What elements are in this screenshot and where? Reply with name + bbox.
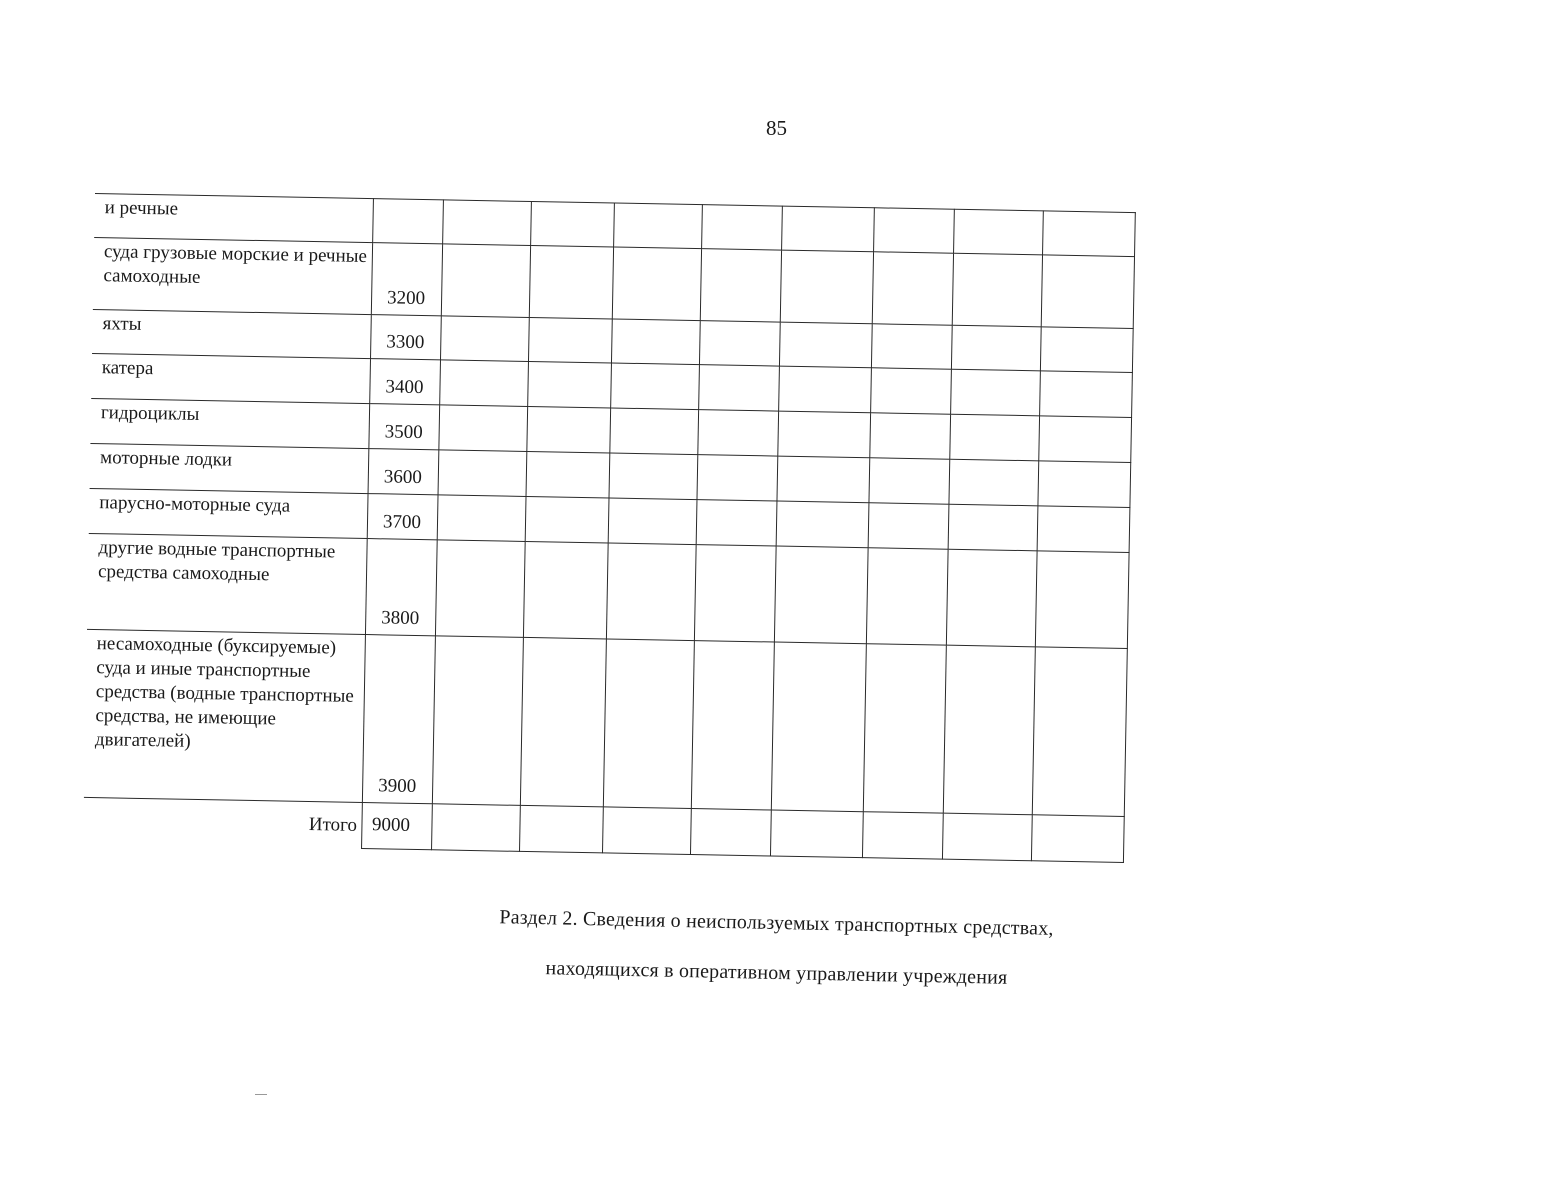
data-cell bbox=[438, 450, 527, 497]
data-cell bbox=[1031, 815, 1124, 863]
data-cell bbox=[696, 455, 777, 501]
section-title-line2: находящихся в оперативном управлении учреждения bbox=[545, 957, 1008, 989]
table-scan bbox=[83, 193, 1135, 863]
data-cell bbox=[611, 319, 700, 365]
row-code bbox=[372, 199, 443, 244]
data-cell bbox=[1041, 255, 1134, 329]
data-cell bbox=[602, 807, 691, 855]
transport-table bbox=[83, 193, 1135, 863]
data-cell bbox=[776, 456, 869, 503]
data-cell bbox=[1039, 371, 1132, 418]
data-cell bbox=[530, 201, 614, 247]
data-cell bbox=[519, 805, 603, 853]
data-cell bbox=[779, 322, 872, 368]
data-cell bbox=[526, 406, 610, 453]
row-code: 3300 bbox=[370, 315, 441, 360]
data-cell bbox=[431, 804, 520, 852]
data-cell bbox=[942, 813, 1032, 861]
row-label: несамоходные (буксируемые) суда и иные транспортные средства (водные транспортные средства, не имеющие двигателей) bbox=[84, 629, 365, 802]
data-cell bbox=[526, 451, 610, 498]
data-cell bbox=[1032, 647, 1127, 817]
data-cell bbox=[1038, 416, 1131, 463]
data-cell bbox=[1037, 506, 1130, 553]
data-cell bbox=[435, 540, 525, 638]
data-cell bbox=[951, 325, 1041, 371]
data-cell bbox=[528, 317, 612, 363]
data-cell bbox=[778, 366, 871, 413]
data-cell bbox=[701, 205, 782, 250]
data-cell bbox=[527, 361, 611, 408]
row-code: 3200 bbox=[371, 243, 442, 316]
section-title-line1: Раздел 2. Сведения о неиспользуемых транспортных средствах, bbox=[499, 906, 1054, 940]
data-cell bbox=[608, 498, 697, 545]
table-row bbox=[87, 533, 1129, 648]
data-cell bbox=[697, 410, 778, 456]
row-code: 3800 bbox=[365, 539, 437, 636]
table-row bbox=[84, 629, 1127, 816]
data-cell bbox=[774, 546, 868, 644]
data-cell bbox=[432, 636, 523, 806]
data-cell bbox=[943, 645, 1035, 815]
scan-artifact bbox=[255, 1094, 267, 1095]
data-cell bbox=[780, 250, 873, 324]
row-label: и речные bbox=[94, 193, 373, 242]
data-cell bbox=[948, 459, 1038, 506]
data-cell bbox=[868, 503, 949, 549]
data-cell bbox=[606, 543, 696, 641]
data-cell bbox=[872, 252, 953, 325]
data-cell bbox=[776, 501, 869, 548]
data-cell bbox=[441, 244, 530, 318]
data-cell bbox=[612, 247, 701, 321]
data-cell bbox=[613, 203, 702, 249]
data-cell bbox=[603, 639, 694, 809]
row-label: катера bbox=[91, 353, 370, 403]
data-cell bbox=[442, 200, 531, 246]
data-cell bbox=[870, 368, 951, 414]
data-cell bbox=[952, 253, 1042, 327]
data-cell bbox=[781, 206, 874, 252]
page-number: 85 bbox=[766, 116, 787, 140]
row-label: парусно-моторные суда bbox=[89, 488, 368, 538]
data-cell bbox=[862, 812, 943, 859]
data-cell bbox=[950, 369, 1040, 416]
data-cell bbox=[873, 208, 954, 253]
data-cell bbox=[770, 810, 863, 858]
data-cell bbox=[440, 316, 529, 362]
data-cell bbox=[869, 413, 950, 459]
data-cell bbox=[700, 249, 781, 322]
data-cell bbox=[948, 504, 1038, 551]
row-code: 3900 bbox=[362, 635, 435, 804]
row-code: 3500 bbox=[368, 404, 439, 450]
data-cell bbox=[694, 545, 776, 642]
data-cell bbox=[437, 495, 526, 542]
data-cell bbox=[777, 411, 870, 458]
total-label: Итого bbox=[83, 797, 362, 848]
data-cell bbox=[871, 324, 952, 369]
data-cell bbox=[699, 321, 780, 366]
total-code: 9000 bbox=[361, 802, 432, 849]
data-cell bbox=[690, 809, 771, 856]
row-label: суда грузовые морские и речные самоходные bbox=[93, 237, 372, 314]
row-label: яхты bbox=[92, 309, 371, 358]
data-cell bbox=[529, 245, 613, 319]
data-cell bbox=[1035, 551, 1129, 649]
data-cell bbox=[438, 405, 527, 452]
data-cell bbox=[771, 642, 866, 812]
data-cell bbox=[863, 644, 946, 813]
data-cell bbox=[520, 637, 606, 806]
data-cell bbox=[691, 641, 774, 810]
data-cell bbox=[698, 365, 779, 411]
row-code: 3600 bbox=[368, 449, 439, 495]
data-cell bbox=[608, 453, 697, 500]
data-cell bbox=[439, 360, 528, 407]
data-cell bbox=[1042, 211, 1135, 257]
row-code: 3700 bbox=[367, 494, 438, 540]
data-cell bbox=[946, 549, 1037, 647]
data-cell bbox=[523, 541, 608, 639]
data-cell bbox=[953, 209, 1043, 255]
data-cell bbox=[610, 363, 699, 410]
data-cell bbox=[696, 500, 777, 546]
data-cell bbox=[868, 458, 949, 504]
data-cell bbox=[1040, 327, 1133, 373]
data-cell bbox=[949, 414, 1039, 461]
row-label: гидроциклы bbox=[90, 398, 369, 448]
data-cell bbox=[525, 496, 609, 543]
data-cell bbox=[609, 408, 698, 455]
row-label: другие водные транспортные средства самоходные bbox=[87, 533, 367, 634]
row-label: моторные лодки bbox=[90, 443, 369, 493]
data-cell bbox=[1037, 461, 1130, 508]
data-cell bbox=[866, 548, 948, 645]
row-code: 3400 bbox=[369, 359, 440, 405]
